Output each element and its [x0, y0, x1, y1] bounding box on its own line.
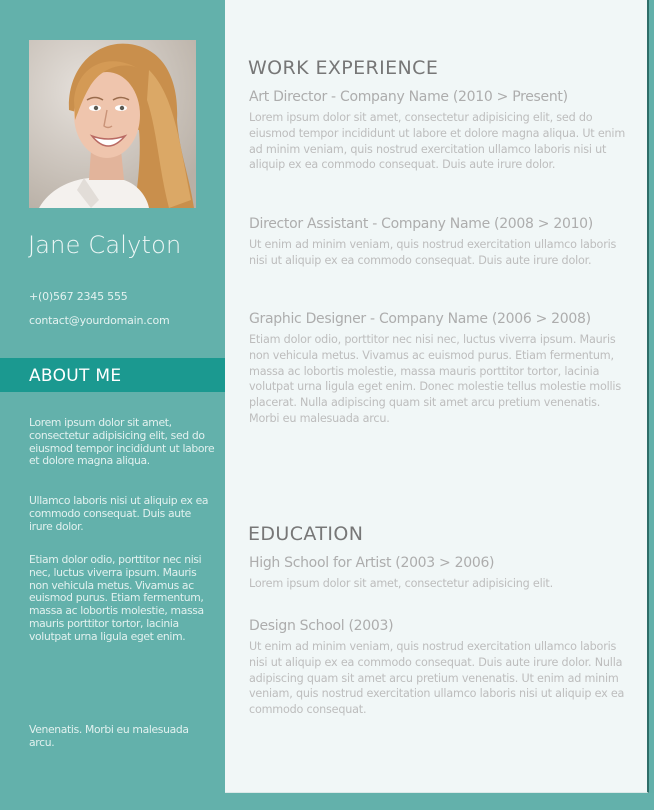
about-paragraph: Ullamco laboris nisi ut aliquip ex ea commodo consequat. Duis aute irure dolor. [29, 494, 209, 533]
education-item-heading: Design School (2003) [249, 618, 394, 634]
education-item-text: Lorem ipsum dolor sit amet, consectetur adipisicing elit. [249, 577, 553, 590]
education-item-heading: High School for Artist (2003 > 2006) [249, 555, 495, 571]
work-item-heading: Director Assistant - Company Name (2008 > 2010) [249, 216, 593, 232]
portrait-image [29, 40, 196, 208]
bottom-strip [225, 793, 654, 810]
work-item-text: Lorem ipsum dolor sit amet, consectetur adipisicing elit, sed do eiusmod tempor incididunt ut labore et dolore magna aliqua. Ut enim ad minim veniam, quis nostrud exercitation ullamco laboris nisi ut aliquip ex ea commodo consequat. Duis aute irure dolor. [249, 111, 626, 172]
work-item-text: Etiam dolor odio, porttitor nec nisi nec, luctus viverra ipsum. Mauris non vehicula metus. Vivamus ac euismod purus. Etiam fermentum, massa ac lobortis molestie, massa mauris porttitor tortor, lacinia volutpat urna ligula eget enim. Donec molestie tellus molestie mollis placerat. Nulla adipiscing quam sit amet arcu pretium venenatis. Morbi eu malesuada arcu. [249, 333, 621, 425]
education-item-text: Ut enim ad minim veniam, quis nostrud exercitation ullamco laboris nisi ut aliquip ex ea commodo consequat. Duis aute irure dolor. Nulla adipiscing quam sit amet arcu pretium venenatis. Ut enim ad minim veniam, quis nostrud exercitation ullamco laboris nisi ut aliquip ex ea commodo consequat. [249, 640, 625, 717]
work-item-text: Ut enim ad minim veniam, quis nostrud exercitation ullamco laboris nisi ut aliquip ex ea commodo consequat. Duis aute irure dolor. [249, 238, 617, 267]
about-paragraph: Lorem ipsum dolor sit amet, consectetur adipisicing elit, sed do eiusmod tempor incididunt ut labore et dolore magna aliqua. [29, 416, 215, 468]
profile-photo [29, 40, 196, 208]
profile-email: contact@yourdomain.com [29, 314, 170, 327]
profile-phone: +(0)567 2345 555 [29, 290, 128, 303]
education-title: EDUCATION [248, 523, 364, 545]
about-paragraph: Etiam dolor odio, porttitor nec nisi nec, luctus viverra ipsum. Mauris non vehicula metus. Vivamus ac euismod purus. Etiam fermentum, massa ac lobortis molestie, massa mauris porttitor tortor, lacinia volutpat urna ligula eget enim. [29, 553, 204, 643]
work-experience-title: WORK EXPERIENCE [248, 57, 439, 79]
work-item-heading: Graphic Designer - Company Name (2006 > 2008) [249, 311, 591, 327]
about-title: ABOUT ME [29, 366, 122, 386]
about-paragraph: Venenatis. Morbi eu malesuada arcu. [29, 723, 189, 749]
work-item-heading: Art Director - Company Name (2010 > Present) [249, 89, 568, 105]
profile-name: Jane Calyton [28, 231, 182, 259]
